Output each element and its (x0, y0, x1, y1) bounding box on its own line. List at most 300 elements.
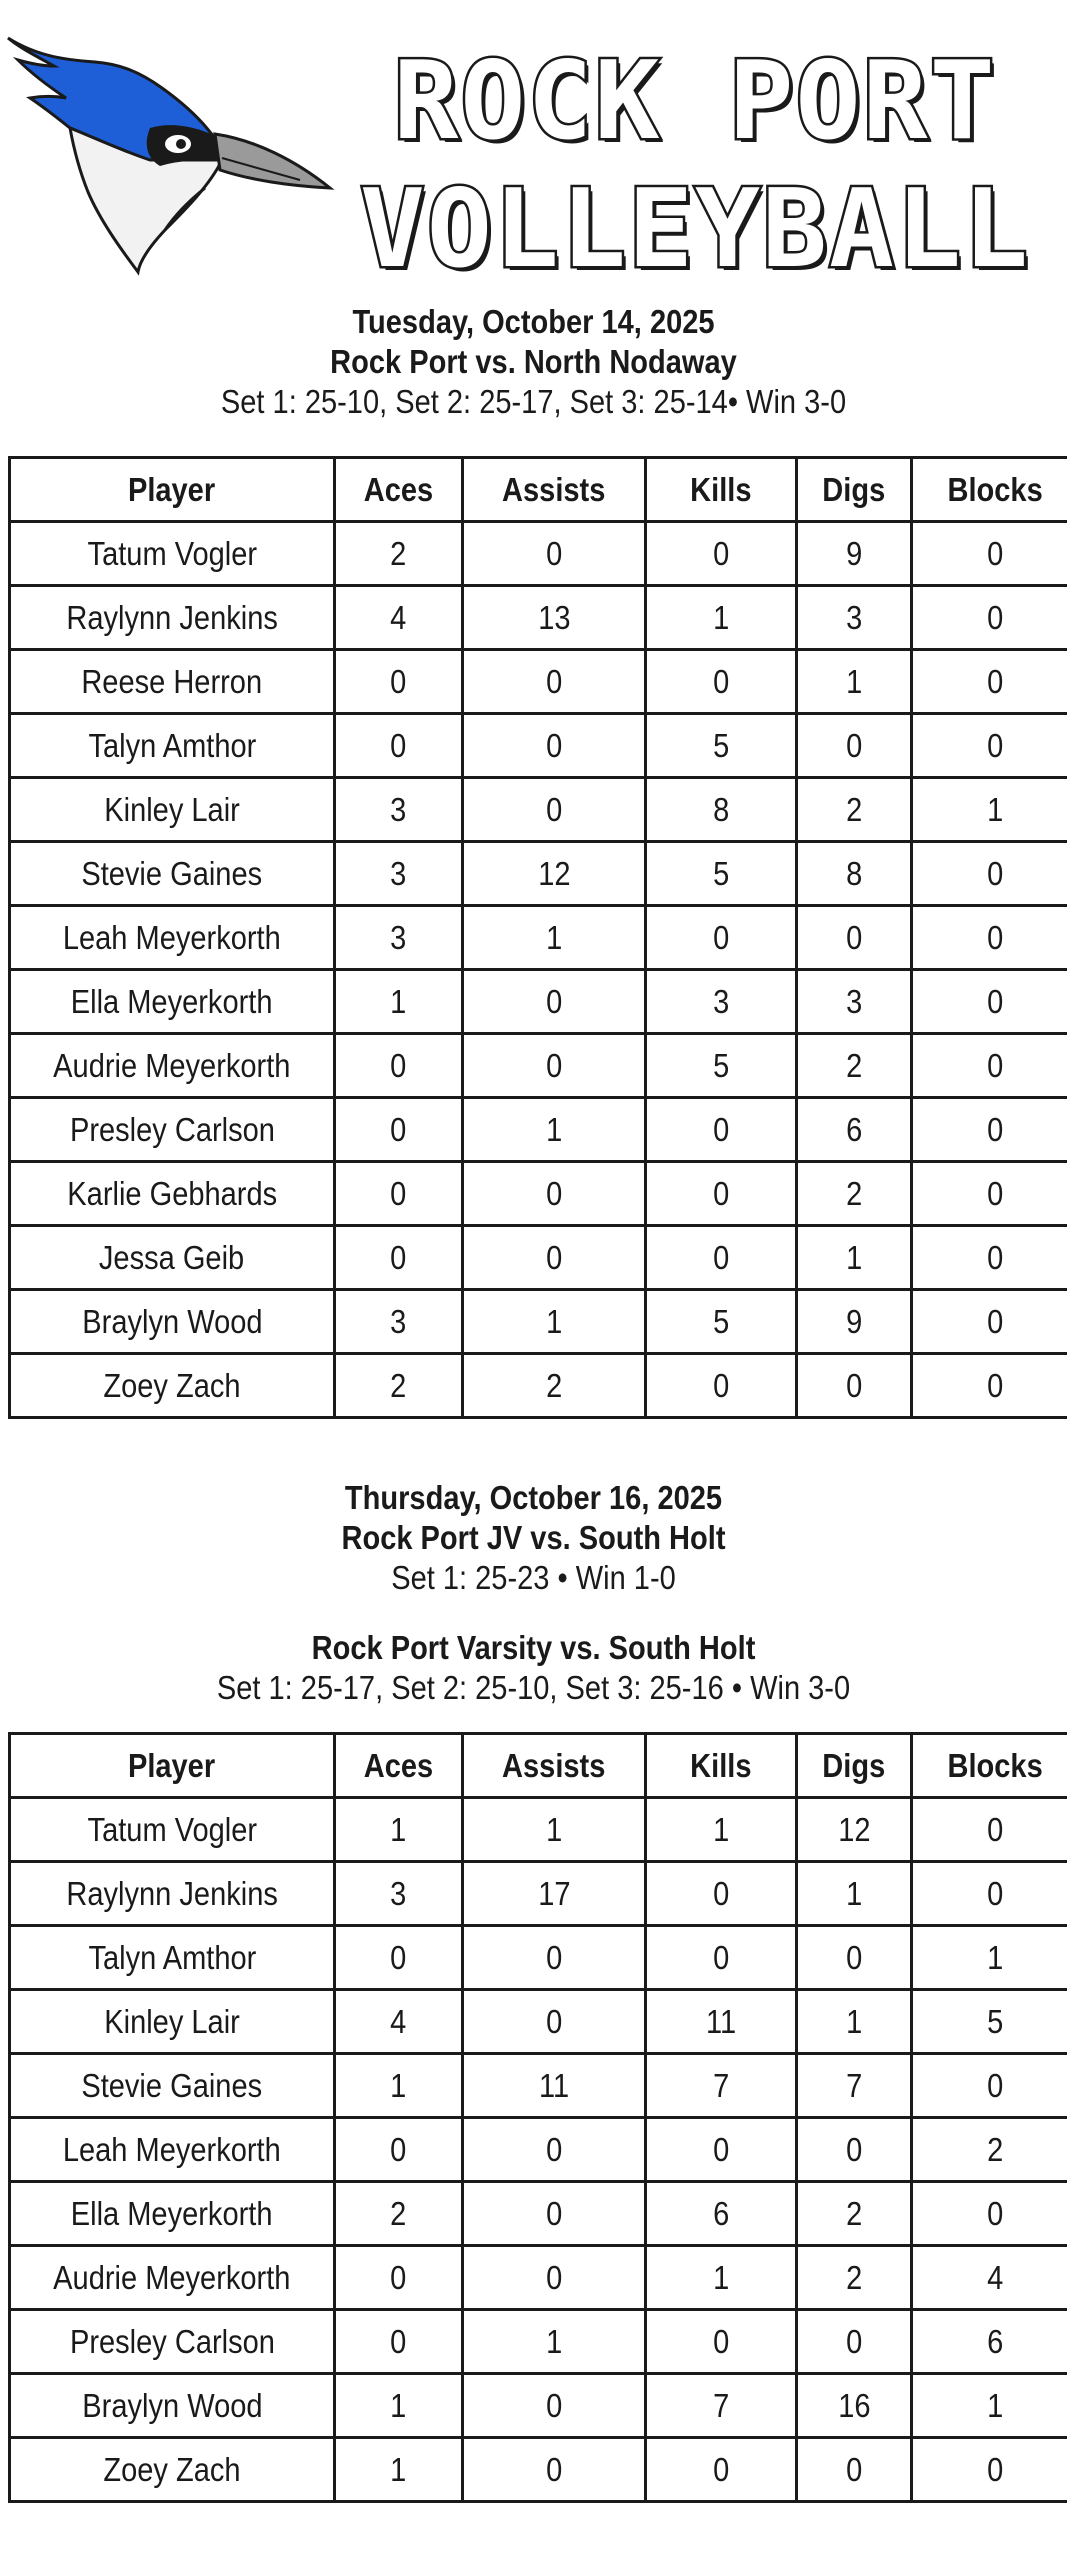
cell-assists (463, 714, 646, 778)
cell-value: 0 (987, 726, 1004, 764)
cell-value: 2 (545, 1366, 563, 1404)
cell-player (10, 1798, 335, 1862)
cell-value: 3 (390, 1302, 407, 1340)
cell-digs (797, 586, 912, 650)
cell-digs (797, 1354, 912, 1418)
cell-blocks (912, 778, 1067, 842)
cell-kills (646, 1862, 797, 1926)
cell-assists (463, 2054, 646, 2118)
cell-aces (335, 522, 463, 586)
cell-value: 0 (987, 1174, 1004, 1212)
column-header-assists (463, 1734, 646, 1798)
cell-value: 1 (712, 598, 730, 636)
cell-blocks (912, 2182, 1067, 2246)
cell-value: 0 (390, 2258, 407, 2296)
cell-player (10, 1926, 335, 1990)
column-header-kills (646, 1734, 797, 1798)
cell-blocks (912, 1862, 1067, 1926)
cell-player (10, 650, 335, 714)
cell-value: 3 (845, 982, 863, 1020)
cell-assists (463, 778, 646, 842)
cell-value: 0 (987, 2194, 1004, 2232)
cell-player (10, 1162, 335, 1226)
cell-digs (797, 1162, 912, 1226)
cell-digs (797, 2438, 912, 2502)
cell-blocks (912, 2118, 1067, 2182)
cell-player (10, 2182, 335, 2246)
cell-blocks (912, 1226, 1067, 1290)
cell-digs (797, 970, 912, 1034)
cell-value: Presley Carlson (69, 2322, 275, 2360)
cell-blocks (912, 842, 1067, 906)
cell-assists (463, 1290, 646, 1354)
cell-player (10, 2438, 335, 2502)
cell-kills (646, 586, 797, 650)
cell-value: 2 (987, 2130, 1004, 2168)
cell-player (10, 2310, 335, 2374)
cell-kills (646, 906, 797, 970)
cell-digs (797, 1098, 912, 1162)
header-row (10, 458, 1067, 522)
table-row (10, 778, 1067, 842)
cell-aces (335, 2182, 463, 2246)
cell-aces (335, 1798, 463, 1862)
cell-value: 6 (845, 1110, 863, 1148)
cell-value: 8 (712, 790, 730, 828)
cell-value: 1 (845, 662, 863, 700)
cell-value: 0 (987, 534, 1004, 572)
table-row (10, 970, 1067, 1034)
cell-value: 0 (987, 1046, 1004, 1084)
column-header-kills (646, 458, 797, 522)
cell-kills (646, 714, 797, 778)
cell-value: 1 (987, 790, 1004, 828)
cell-value: 1 (545, 2322, 563, 2360)
cell-assists (463, 2118, 646, 2182)
cell-value: 0 (545, 662, 563, 700)
cell-value: Stevie Gaines (81, 2066, 263, 2104)
cell-value: Zoey Zach (103, 2450, 241, 2488)
cell-value: Leah Meyerkorth (63, 918, 281, 956)
cell-value: Karlie Gebhards (67, 1174, 277, 1212)
cell-value: 0 (545, 790, 563, 828)
cell-aces (335, 2118, 463, 2182)
cell-digs (797, 2246, 912, 2310)
column-header-label: Digs (822, 470, 886, 508)
cell-value: 2 (845, 2194, 863, 2232)
table-row (10, 1798, 1067, 1862)
cell-player (10, 1354, 335, 1418)
table-row (10, 586, 1067, 650)
cell-value: 2 (390, 2194, 407, 2232)
cell-value: 0 (845, 1938, 863, 1976)
cell-kills (646, 2310, 797, 2374)
cell-value: 0 (545, 1938, 563, 1976)
cell-blocks (912, 1798, 1067, 1862)
cell-value: 0 (712, 662, 730, 700)
cell-digs (797, 522, 912, 586)
cell-assists (463, 2310, 646, 2374)
cell-value: 0 (987, 918, 1004, 956)
cell-digs (797, 778, 912, 842)
cell-assists (463, 2182, 646, 2246)
cell-value: Zoey Zach (103, 1366, 241, 1404)
cell-player (10, 1034, 335, 1098)
cell-value: Presley Carlson (69, 1110, 275, 1148)
cell-blocks (912, 1034, 1067, 1098)
cell-digs (797, 1862, 912, 1926)
cell-kills (646, 1098, 797, 1162)
cell-value: Braylyn Wood (81, 1302, 263, 1340)
cell-value: 0 (545, 2450, 563, 2488)
cell-kills (646, 1226, 797, 1290)
cell-player (10, 2246, 335, 2310)
game1-matchup: Rock Port vs. North Nodaway (330, 343, 737, 380)
cell-value: 1 (390, 2450, 407, 2488)
cell-player (10, 522, 335, 586)
cell-player (10, 778, 335, 842)
cell-value: 0 (845, 2450, 863, 2488)
cell-player (10, 906, 335, 970)
cell-value: 1 (545, 1110, 563, 1148)
column-header-label: Assists (502, 470, 606, 508)
cell-value: Reese Herron (81, 662, 263, 700)
cell-value: 7 (712, 2066, 730, 2104)
cell-value: Raylynn Jenkins (66, 1874, 278, 1912)
cell-digs (797, 1226, 912, 1290)
cell-value: 6 (987, 2322, 1004, 2360)
cell-value: 16 (837, 2386, 871, 2424)
cell-value: 3 (390, 790, 407, 828)
column-header-label: Kills (690, 1746, 752, 1784)
cell-digs (797, 1798, 912, 1862)
column-header-label: Blocks (947, 470, 1044, 508)
cell-value: 0 (712, 918, 730, 956)
cell-value: 0 (545, 726, 563, 764)
column-header-label: Digs (822, 1746, 886, 1784)
cell-assists (463, 650, 646, 714)
cell-aces (335, 2310, 463, 2374)
cell-value: 0 (390, 662, 407, 700)
cell-digs (797, 2374, 912, 2438)
cell-value: 2 (845, 1174, 863, 1212)
column-header-blocks (912, 458, 1067, 522)
game2-info (0, 1478, 1067, 1708)
cell-value: 2 (390, 534, 407, 572)
cell-player (10, 2054, 335, 2118)
column-header-label: Assists (502, 1746, 606, 1784)
game2-date: Thursday, October 16, 2025 (344, 1479, 723, 1516)
game1-date: Tuesday, October 14, 2025 (352, 303, 715, 340)
cell-blocks (912, 906, 1067, 970)
cell-value: Jessa Geib (99, 1238, 245, 1276)
cell-aces (335, 2054, 463, 2118)
cell-kills (646, 2054, 797, 2118)
cell-assists (463, 1226, 646, 1290)
cell-assists (463, 2438, 646, 2502)
cell-value: 5 (712, 1046, 730, 1084)
cell-aces (335, 2246, 463, 2310)
cell-value: 1 (987, 1938, 1004, 1976)
cell-value: 6 (712, 2194, 730, 2232)
cell-aces (335, 1162, 463, 1226)
cell-kills (646, 650, 797, 714)
column-header-player (10, 1734, 335, 1798)
cell-assists (463, 522, 646, 586)
table-row (10, 1034, 1067, 1098)
cell-kills (646, 970, 797, 1034)
cell-kills (646, 1990, 797, 2054)
table-row (10, 2438, 1067, 2502)
cell-value: Kinley Lair (104, 2002, 240, 2040)
cell-value: 0 (712, 1874, 730, 1912)
cell-value: Raylynn Jenkins (66, 598, 278, 636)
cell-player (10, 714, 335, 778)
cell-blocks (912, 2310, 1067, 2374)
table-row (10, 2118, 1067, 2182)
cell-value: 1 (845, 2002, 863, 2040)
cell-player (10, 2374, 335, 2438)
header-row (10, 1734, 1067, 1798)
cell-value: 0 (712, 1110, 730, 1148)
cell-blocks (912, 1162, 1067, 1226)
column-header-label: Aces (363, 1746, 434, 1784)
cell-blocks (912, 2438, 1067, 2502)
cell-value: Ella Meyerkorth (71, 2194, 273, 2232)
cell-value: 0 (712, 2130, 730, 2168)
cell-kills (646, 2182, 797, 2246)
cell-kills (646, 1926, 797, 1990)
column-header-label: Aces (363, 470, 434, 508)
cell-value: 5 (712, 726, 730, 764)
stats-table-game1 (8, 456, 1067, 1419)
cell-digs (797, 1290, 912, 1354)
cell-value: 0 (987, 598, 1004, 636)
table-row (10, 2310, 1067, 2374)
title-line-2: VOLLEYBALL (359, 167, 1031, 292)
cell-aces (335, 1226, 463, 1290)
cell-aces (335, 906, 463, 970)
column-header-aces (335, 458, 463, 522)
cell-value: 0 (545, 1174, 563, 1212)
table-row (10, 906, 1067, 970)
cell-value: Braylyn Wood (81, 2386, 263, 2424)
cell-assists (463, 906, 646, 970)
cell-kills (646, 1798, 797, 1862)
cell-value: 17 (537, 1874, 571, 1912)
cell-value: 8 (845, 854, 863, 892)
cell-value: 4 (987, 2258, 1004, 2296)
cell-value: 1 (545, 1810, 563, 1848)
cell-value: 0 (845, 726, 863, 764)
cell-digs (797, 906, 912, 970)
cell-blocks (912, 586, 1067, 650)
cell-aces (335, 1354, 463, 1418)
table-row (10, 1226, 1067, 1290)
header (0, 0, 1067, 300)
cell-kills (646, 2374, 797, 2438)
cell-value: 0 (390, 2130, 407, 2168)
cell-aces (335, 1990, 463, 2054)
cell-aces (335, 842, 463, 906)
cell-value: 0 (987, 854, 1004, 892)
game1-info (0, 302, 1067, 422)
cell-value: 1 (545, 1302, 563, 1340)
cell-value: Ella Meyerkorth (71, 982, 273, 1020)
cell-value: 0 (845, 918, 863, 956)
cell-kills (646, 2118, 797, 2182)
column-header-blocks (912, 1734, 1067, 1798)
cell-value: 0 (987, 662, 1004, 700)
cell-value: 1 (712, 2258, 730, 2296)
cell-value: Leah Meyerkorth (63, 2130, 281, 2168)
cell-value: 0 (987, 2450, 1004, 2488)
cell-aces (335, 714, 463, 778)
cell-player (10, 842, 335, 906)
cell-kills (646, 778, 797, 842)
cell-value: 13 (537, 598, 571, 636)
cell-kills (646, 1034, 797, 1098)
cell-value: 0 (712, 1238, 730, 1276)
cell-blocks (912, 714, 1067, 778)
cell-value: 1 (845, 1238, 863, 1276)
cell-value: 0 (545, 2194, 563, 2232)
cell-assists (463, 1798, 646, 1862)
cell-value: 0 (987, 1874, 1004, 1912)
cell-value: 9 (845, 534, 863, 572)
table-row (10, 1098, 1067, 1162)
cell-player (10, 586, 335, 650)
cell-digs (797, 1990, 912, 2054)
cell-value: 0 (545, 2386, 563, 2424)
table-row (10, 2182, 1067, 2246)
cell-assists (463, 1862, 646, 1926)
cell-value: 0 (712, 1174, 730, 1212)
cell-value: 0 (845, 2130, 863, 2168)
cell-value: 1 (712, 1810, 730, 1848)
cell-value: 0 (987, 1810, 1004, 1848)
cell-value: 11 (705, 2002, 737, 2040)
cell-value: Stevie Gaines (81, 854, 263, 892)
table-row (10, 842, 1067, 906)
cell-value: 0 (987, 1302, 1004, 1340)
cell-value: Tatum Vogler (87, 1810, 257, 1848)
cell-kills (646, 1354, 797, 1418)
cell-player (10, 2118, 335, 2182)
cell-value: 4 (390, 2002, 407, 2040)
cell-player (10, 1098, 335, 1162)
cell-blocks (912, 2054, 1067, 2118)
cell-value: 1 (390, 982, 407, 1020)
cell-aces (335, 650, 463, 714)
cell-blocks (912, 1098, 1067, 1162)
cell-value: 3 (390, 918, 407, 956)
cell-aces (335, 1290, 463, 1354)
cell-assists (463, 2246, 646, 2310)
cell-aces (335, 970, 463, 1034)
cell-assists (463, 1990, 646, 2054)
cell-digs (797, 2182, 912, 2246)
cell-aces (335, 2374, 463, 2438)
column-header-digs (797, 1734, 912, 1798)
cell-value: 2 (845, 2258, 863, 2296)
cell-value: 0 (390, 1238, 407, 1276)
column-header-aces (335, 1734, 463, 1798)
game2-varsity-score: Set 1: 25-17, Set 2: 25-10, Set 3: 25-16 • Win 3-0 (216, 1669, 851, 1706)
cell-value: 1 (545, 918, 563, 956)
cell-value: 0 (712, 2450, 730, 2488)
table-row (10, 1354, 1067, 1418)
cell-blocks (912, 1990, 1067, 2054)
cell-value: Kinley Lair (104, 790, 240, 828)
game1-score: Set 1: 25-10, Set 2: 25-17, Set 3: 25-14• Win 3-0 (220, 383, 847, 420)
table-row (10, 650, 1067, 714)
cell-kills (646, 522, 797, 586)
cell-digs (797, 2310, 912, 2374)
cell-value: 3 (712, 982, 730, 1020)
cell-kills (646, 2438, 797, 2502)
cell-value: 2 (845, 790, 863, 828)
cell-value: 0 (545, 1046, 563, 1084)
cell-value: 0 (545, 2002, 563, 2040)
cell-aces (335, 1098, 463, 1162)
cell-player (10, 1990, 335, 2054)
table-row (10, 1290, 1067, 1354)
cell-value: 0 (712, 2322, 730, 2360)
cell-player (10, 1862, 335, 1926)
cell-value: 0 (987, 1238, 1004, 1276)
stats-table-game2 (8, 1732, 1067, 2503)
cell-value: 5 (987, 2002, 1004, 2040)
table-row (10, 1926, 1067, 1990)
cell-value: 3 (390, 854, 407, 892)
cell-value: 0 (987, 1110, 1004, 1148)
column-header-label: Player (128, 1746, 216, 1784)
cell-aces (335, 1926, 463, 1990)
cell-aces (335, 1034, 463, 1098)
cell-value: 0 (712, 534, 730, 572)
cell-kills (646, 842, 797, 906)
cell-value: Talyn Amthor (88, 1938, 256, 1976)
cell-blocks (912, 522, 1067, 586)
cell-value: 0 (390, 1938, 407, 1976)
cell-value: Talyn Amthor (88, 726, 256, 764)
cell-aces (335, 2438, 463, 2502)
cell-assists (463, 1098, 646, 1162)
cell-value: 0 (845, 2322, 863, 2360)
game2-jv-score: Set 1: 25-23 • Win 1-0 (391, 1559, 676, 1596)
cell-value: 0 (390, 1174, 407, 1212)
column-header-label: Player (128, 470, 216, 508)
cell-assists (463, 970, 646, 1034)
cell-value: 4 (390, 598, 407, 636)
cell-value: 0 (987, 1366, 1004, 1404)
cell-value: Audrie Meyerkorth (53, 2258, 291, 2296)
column-header-label: Blocks (947, 1746, 1044, 1784)
cell-value: 0 (545, 2130, 563, 2168)
cell-value: 7 (712, 2386, 730, 2424)
cell-blocks (912, 2374, 1067, 2438)
cell-assists (463, 586, 646, 650)
cell-value: 5 (712, 854, 730, 892)
game2-jv-matchup: Rock Port JV vs. South Holt (341, 1519, 726, 1556)
cell-value: 12 (837, 1810, 871, 1848)
cell-digs (797, 1034, 912, 1098)
cell-digs (797, 1926, 912, 1990)
cell-value: 0 (390, 2322, 407, 2360)
cell-assists (463, 1162, 646, 1226)
cell-value: 2 (845, 1046, 863, 1084)
